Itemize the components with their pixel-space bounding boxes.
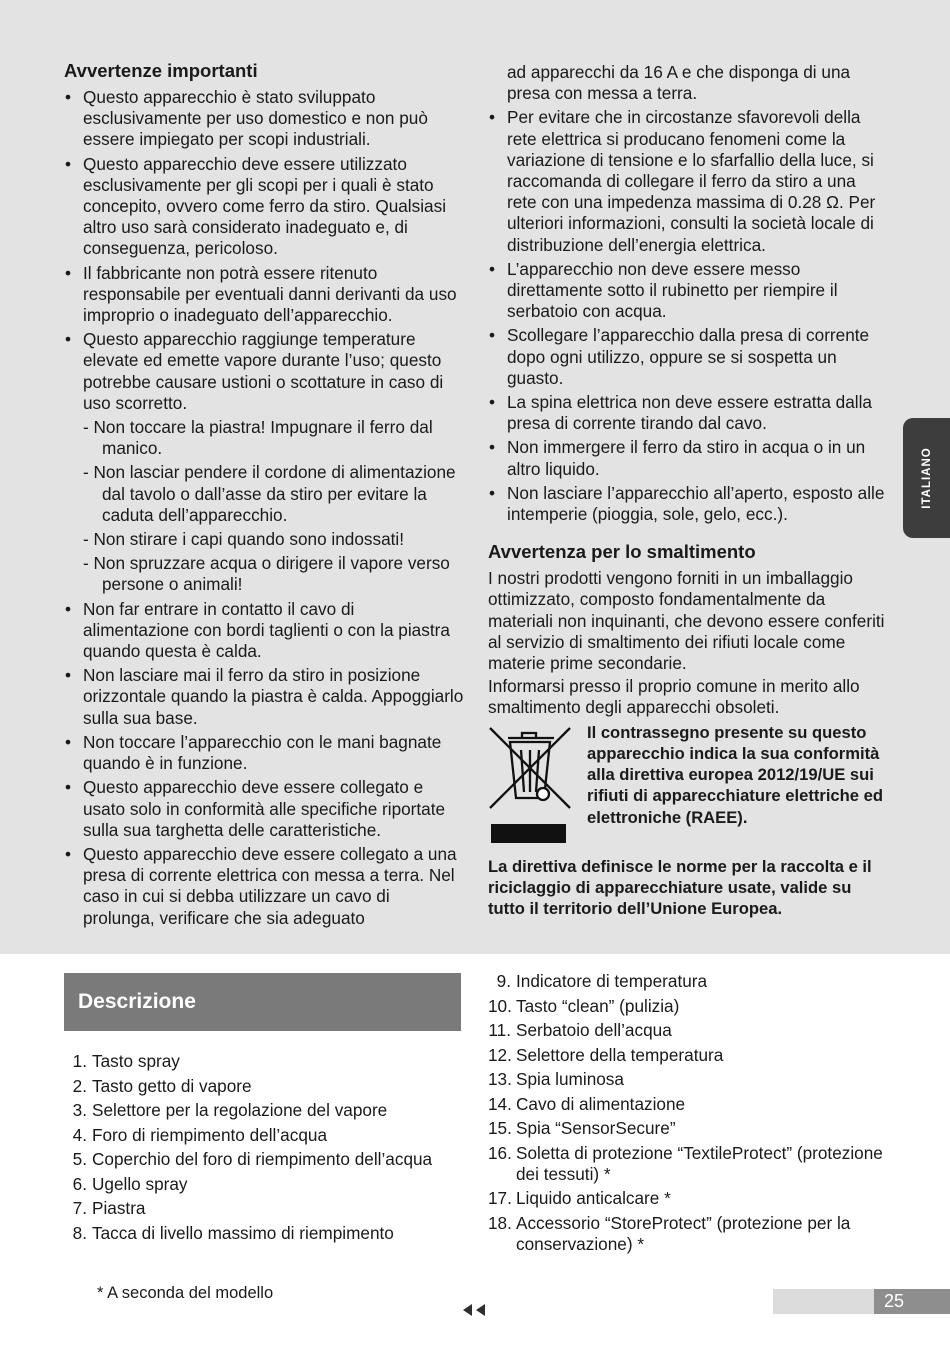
description-item [64,1223,464,1244]
item-number: 17. [488,1188,512,1209]
description-list-left [64,1051,464,1247]
item-label: Liquido anticalcare * [516,1188,671,1209]
item-number: 18. [488,1212,512,1233]
warning-item: • L’apparecchio non deve essere messo direttamente sotto il rubinetto per riempire il serbatoio con acqua. [488,259,888,323]
item-label: Cavo di alimentazione [516,1093,686,1114]
description-item [64,1174,464,1195]
item-number: 1. [72,1051,87,1071]
warning-item: • Questo apparecchio deve essere collegato a una presa di corrente elettrica con messa a terra. Nel caso in cui si debba utilizzare un cavo di prolunga, verificare che sia adeguato [64,844,464,929]
item-label: Accessorio “StoreProtect” (protezione per la conservazione) * [516,1212,851,1254]
warnings-column-left [64,60,464,932]
description-item [488,996,888,1017]
item-label: Indicatore di temperatura [516,971,708,991]
item-number: 2. [72,1075,87,1096]
item-label: Foro di riempimento dell’acqua [92,1124,328,1145]
description-list-right [488,971,888,1258]
page-number: 25 [874,1289,950,1314]
item-label: Tasto getto di vapore [92,1075,252,1096]
warning-item: • Non lasciare mai il ferro da stiro in posizione orizzontale quando la piastra è calda. Appoggiarlo sulla sua base. [64,665,464,729]
warning-item: • Questo apparecchio raggiunge temperature elevate ed emette vapore durante l’uso; questo potrebbe causare ustioni o scottature in caso di uso scorretto. [64,329,464,414]
warning-item: • Questo apparecchio deve essere collegato e usato solo in conformità alle specifiche riportate sulla sua targhetta delle caratteristiche. [64,777,464,841]
warnings-list [64,87,464,414]
description-header: Descrizione [64,973,461,1031]
warning-sub-item: - Non stirare i capi quando sono indossati! [83,529,405,550]
disposal-paragraph: Informarsi presso il proprio comune in merito allo smaltimento degli apparecchi obsoleti. [488,676,860,718]
item-number: 11. [488,1020,511,1040]
item-number: 10. [488,995,512,1016]
description-item [488,1213,888,1255]
description-item [488,1045,888,1066]
language-tab-label: ITALIANO [920,447,933,509]
item-number: 6. [72,1173,87,1194]
warning-sub-item: - Non spruzzare acqua o dirigere il vapore verso persone o animali! [83,553,450,595]
warnings-column-right [488,62,888,920]
description-item [488,1143,888,1185]
item-label: Spia luminosa [516,1069,624,1089]
footnote: * A seconda del modello [97,1284,274,1302]
warning-item: • Per evitare che in circostanze sfavorevoli della rete elettrica si producano fenomeni come la variazione di tensione e lo sfarfallio della luce, si raccomanda di collegare il ferro da stiro a una rete con una impedenza massima di 0.28 Ω. Per ulteriori informazioni, consulti la società locale di distribuzione dell’energia elettrica. [488,107,888,255]
item-label: Soletta di protezione “TextileProtect” (protezione dei tessuti) * [516,1142,883,1184]
warning-item: • Questo apparecchio deve essere utilizzato esclusivamente per gli scopi per i quali è stato concepito, ovvero come ferro da stiro. Qualsiasi altro uso sarà considerato inadeguato e, di conseguenza, pericoloso. [64,154,464,260]
disposal-paragraph: I nostri prodotti vengono forniti in un imballaggio ottimizzato, composto fondamentalmente da materiali non inquinanti, che devono essere conferiti al servizio di smaltimento dei rifiuti locale come materie prime secondarie. [488,568,885,674]
description-item [64,1198,464,1219]
description-item [488,1069,888,1090]
item-label: Serbatoio dell’acqua [516,1020,672,1040]
weee-notice-text: Il contrassegno presente su questo apparecchio indica la sua conformità alla direttiva europea 2012/19/UE sui rifiuti di apparecchiature elettriche ed elettroniche (RAEE). [587,722,884,827]
item-number: 14. [488,1093,512,1114]
description-item [488,1188,888,1209]
item-number: 4. [72,1124,87,1145]
item-number: 7. [72,1198,87,1218]
item-label: Spia “SensorSecure” [516,1118,676,1138]
description-item [64,1125,464,1146]
directive-text: La direttiva definisce le norme per la raccolta e il riciclaggio di apparecchiature usate, valide su tutto il territorio dell’Unione Europea. [488,856,872,919]
item-label: Selettore della temperatura [516,1044,724,1065]
item-number: 8. [72,1222,87,1243]
item-number: 5. [72,1149,87,1169]
description-item [64,1051,464,1072]
description-item [64,1100,464,1121]
page-footer-bar [773,1289,950,1314]
item-label: Tacca di livello massimo di riempimento [92,1222,394,1243]
warning-item: • Non lasciare l’apparecchio all’aperto, esposto alle intemperie (pioggia, sole, gelo, ecc.). [488,483,888,525]
crossed-out-bin-icon [488,722,578,855]
warnings-list-b [64,599,464,929]
warning-item: • Non toccare l’apparecchio con le mani bagnate quando è in funzione. [64,732,464,774]
weee-notice [488,722,888,855]
item-number: 13. [488,1069,512,1089]
item-label: Piastra [92,1198,146,1218]
warning-item: • Questo apparecchio è stato sviluppato esclusivamente per uso domestico e non può essere impiegato per scopi industriali. [64,87,464,151]
warnings-list-c [488,107,888,525]
item-label: Ugello spray [92,1173,188,1194]
language-tab [903,418,950,538]
warning-item: • La spina elettrica non deve essere estratta dalla presa di corrente tirando dal cavo. [488,392,888,434]
warning-item: • Scollegare l’apparecchio dalla presa di corrente dopo ogni utilizzo, oppure se si sospetta un guasto. [488,325,888,389]
item-label: Coperchio del foro di riempimento dell’acqua [92,1149,433,1169]
warning-item: • Il fabbricante non potrà essere ritenuto responsabile per eventuali danni derivanti da uso improprio o inadeguato dell’apparecchio. [64,263,464,327]
item-number: 16. [488,1142,512,1163]
back-arrows-icon [460,1302,490,1318]
item-label: Selettore per la regolazione del vapore [92,1100,388,1120]
item-number: 3. [72,1100,87,1120]
warning-sub-item: - Non lasciar pendere il cordone di alimentazione dal tavolo o dall’asse da stiro per evitare la caduta dell’apparecchio. [83,462,456,525]
item-label: Tasto “clean” (pulizia) [516,995,680,1016]
item-label: Tasto spray [92,1051,180,1071]
warning-sub-item: - Non toccare la piastra! Impugnare il ferro dal manico. [83,417,433,459]
warnings-title: Avvertenze importanti [64,60,258,81]
description-item [64,1076,464,1097]
description-item [488,971,888,992]
description-item [488,1094,888,1115]
item-number: 9. [496,971,511,991]
warning-item: • Non far entrare in contatto il cavo di alimentazione con bordi taglienti o con la piastra quando questa è calda. [64,599,464,663]
item-number: 15. [488,1118,512,1138]
item-number: 12. [488,1044,512,1065]
disposal-title: Avvertenza per lo smaltimento [488,541,756,563]
warning-continuation: ad apparecchi da 16 A e che disponga di una presa con messa a terra. [507,62,851,104]
description-item [488,1118,888,1139]
warning-item: • Non immergere il ferro da stiro in acqua o in un altro liquido. [488,437,888,479]
description-item [64,1149,464,1170]
description-item [488,1020,888,1041]
